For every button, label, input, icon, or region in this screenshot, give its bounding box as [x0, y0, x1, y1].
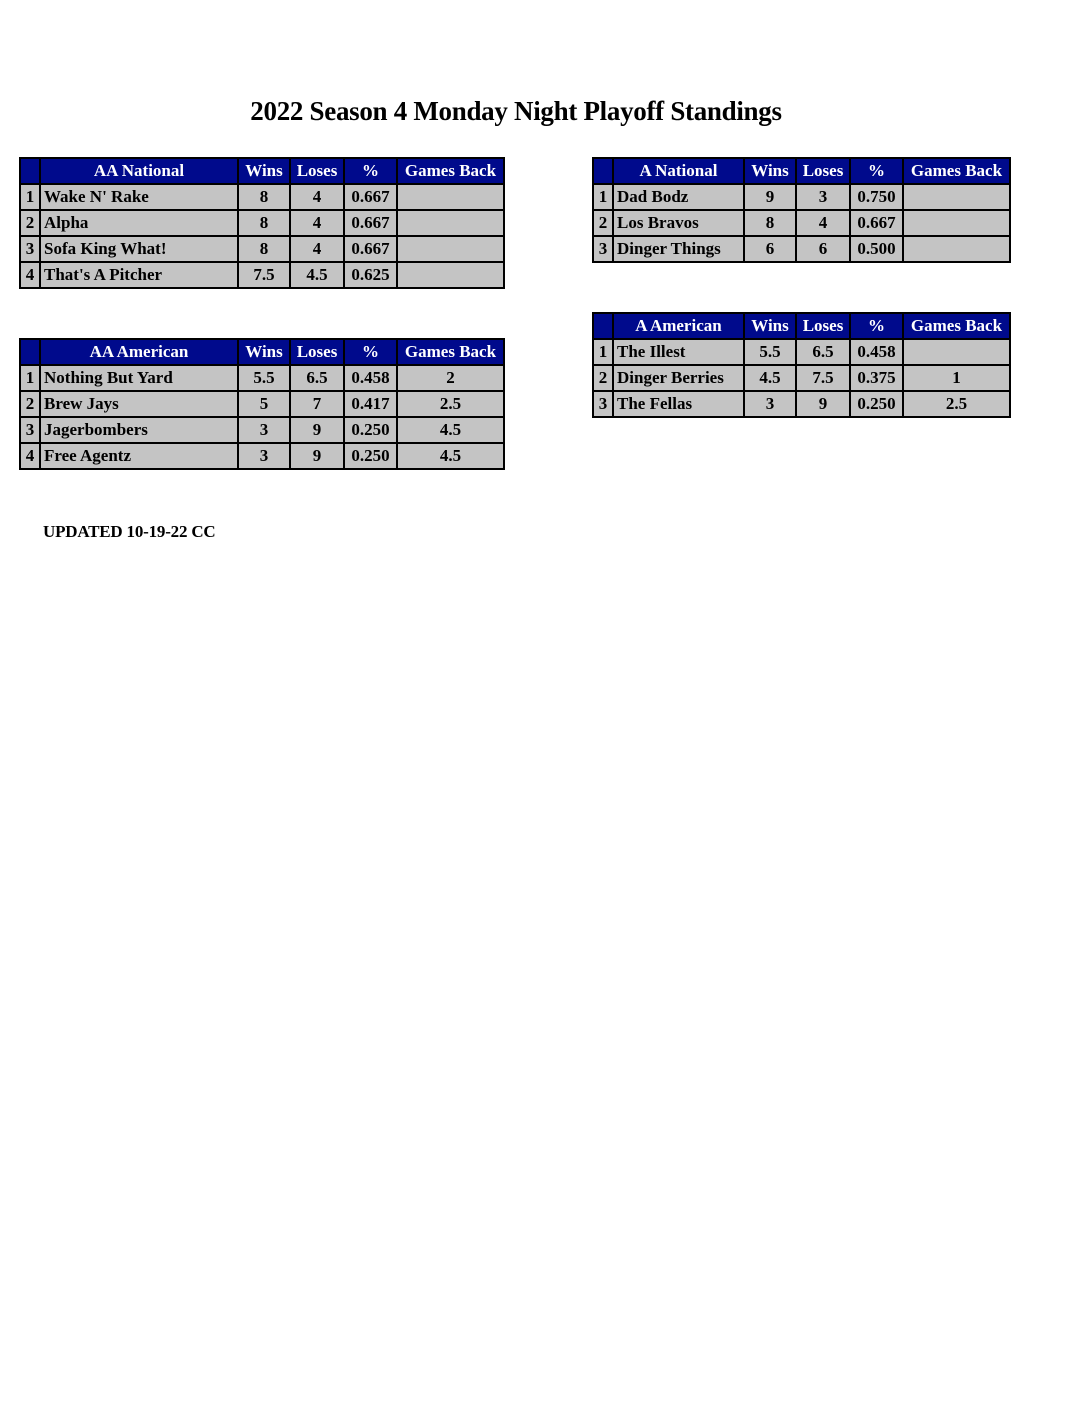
pct-cell: 0.458: [850, 339, 903, 365]
team-name-cell: Sofa King What!: [40, 236, 238, 262]
rank-cell: 4: [20, 443, 40, 469]
pct-header: %: [850, 158, 903, 184]
wins-header: Wins: [238, 339, 290, 365]
loses-cell: 9: [796, 391, 850, 417]
table-header-row: [593, 158, 1010, 184]
team-name-cell: Dinger Berries: [613, 365, 744, 391]
pct-cell: 0.250: [344, 417, 397, 443]
wins-header: Wins: [744, 313, 796, 339]
pct-cell: 0.375: [850, 365, 903, 391]
loses-cell: 4: [796, 210, 850, 236]
wins-cell: 8: [238, 184, 290, 210]
aa-national-table: [19, 157, 505, 289]
rank-cell: 4: [20, 262, 40, 288]
wins-cell: 3: [238, 443, 290, 469]
division-name: A American: [613, 313, 744, 339]
pct-cell: 0.750: [850, 184, 903, 210]
rank-cell: 1: [20, 184, 40, 210]
loses-header: Loses: [290, 158, 344, 184]
loses-cell: 7.5: [796, 365, 850, 391]
rank-cell: 2: [20, 391, 40, 417]
division-name: AA National: [40, 158, 238, 184]
team-name-cell: Wake N' Rake: [40, 184, 238, 210]
wins-cell: 7.5: [238, 262, 290, 288]
wins-cell: 8: [238, 236, 290, 262]
team-name-cell: Dad Bodz: [613, 184, 744, 210]
table-row: [20, 210, 504, 236]
loses-cell: 4: [290, 236, 344, 262]
rank-cell: 3: [593, 391, 613, 417]
team-name-cell: Free Agentz: [40, 443, 238, 469]
team-name-cell: The Fellas: [613, 391, 744, 417]
rank-cell: 2: [593, 365, 613, 391]
pct-cell: 0.417: [344, 391, 397, 417]
loses-cell: 3: [796, 184, 850, 210]
loses-header: Loses: [290, 339, 344, 365]
games-back-cell: [397, 210, 504, 236]
loses-cell: 9: [290, 443, 344, 469]
rank-cell: 1: [593, 339, 613, 365]
page-title: 2022 Season 4 Monday Night Playoff Standings: [250, 96, 782, 126]
wins-cell: 5.5: [744, 339, 796, 365]
loses-cell: 4: [290, 210, 344, 236]
team-name-cell: Alpha: [40, 210, 238, 236]
wins-cell: 3: [744, 391, 796, 417]
wins-cell: 8: [744, 210, 796, 236]
table-row: [20, 417, 504, 443]
games-back-cell: 2.5: [903, 391, 1010, 417]
table-row: [20, 365, 504, 391]
games-back-cell: 4.5: [397, 443, 504, 469]
games-back-cell: [397, 184, 504, 210]
table-row: [593, 210, 1010, 236]
loses-header: Loses: [796, 313, 850, 339]
team-name-cell: That's A Pitcher: [40, 262, 238, 288]
pct-cell: 0.250: [344, 443, 397, 469]
games-back-cell: [397, 262, 504, 288]
team-name-cell: Nothing But Yard: [40, 365, 238, 391]
rank-header: [20, 158, 40, 184]
wins-cell: 8: [238, 210, 290, 236]
games-back-cell: [903, 210, 1010, 236]
games-back-cell: [903, 184, 1010, 210]
loses-cell: 9: [290, 417, 344, 443]
games-back-cell: [903, 339, 1010, 365]
table-row: [593, 339, 1010, 365]
games-back-header: Games Back: [397, 158, 504, 184]
wins-cell: 9: [744, 184, 796, 210]
a-national-table: [592, 157, 1011, 263]
team-name-cell: Los Bravos: [613, 210, 744, 236]
table-row: [593, 391, 1010, 417]
table-row: [20, 262, 504, 288]
wins-header: Wins: [238, 158, 290, 184]
aa-american-table: [19, 338, 505, 470]
pct-cell: 0.667: [850, 210, 903, 236]
a-american-table: [592, 312, 1011, 418]
table-header-row: [593, 313, 1010, 339]
division-name: A National: [613, 158, 744, 184]
wins-cell: 6: [744, 236, 796, 262]
rank-cell: 1: [593, 184, 613, 210]
games-back-header: Games Back: [903, 313, 1010, 339]
team-name-cell: Dinger Things: [613, 236, 744, 262]
pct-cell: 0.667: [344, 184, 397, 210]
loses-cell: 6: [796, 236, 850, 262]
table-row: [593, 184, 1010, 210]
games-back-cell: 2: [397, 365, 504, 391]
team-name-cell: Jagerbombers: [40, 417, 238, 443]
loses-cell: 6.5: [796, 339, 850, 365]
rank-header: [593, 158, 613, 184]
table-row: [20, 391, 504, 417]
wins-cell: 5: [238, 391, 290, 417]
games-back-header: Games Back: [903, 158, 1010, 184]
loses-cell: 4: [290, 184, 344, 210]
wins-cell: 5.5: [238, 365, 290, 391]
pct-cell: 0.500: [850, 236, 903, 262]
games-back-cell: 1: [903, 365, 1010, 391]
loses-cell: 4.5: [290, 262, 344, 288]
team-name-cell: Brew Jays: [40, 391, 238, 417]
rank-header: [20, 339, 40, 365]
pct-cell: 0.250: [850, 391, 903, 417]
rank-cell: 3: [593, 236, 613, 262]
table-row: [20, 236, 504, 262]
games-back-cell: 4.5: [397, 417, 504, 443]
rank-cell: 3: [20, 236, 40, 262]
pct-header: %: [344, 339, 397, 365]
table-row: [593, 365, 1010, 391]
table-row: [20, 443, 504, 469]
rank-cell: 2: [20, 210, 40, 236]
pct-cell: 0.667: [344, 236, 397, 262]
games-back-header: Games Back: [397, 339, 504, 365]
pct-cell: 0.458: [344, 365, 397, 391]
rank-header: [593, 313, 613, 339]
team-name-cell: The Illest: [613, 339, 744, 365]
rank-cell: 2: [593, 210, 613, 236]
pct-cell: 0.625: [344, 262, 397, 288]
pct-header: %: [850, 313, 903, 339]
wins-header: Wins: [744, 158, 796, 184]
wins-cell: 4.5: [744, 365, 796, 391]
games-back-cell: 2.5: [397, 391, 504, 417]
games-back-cell: [397, 236, 504, 262]
table-row: [20, 184, 504, 210]
rank-cell: 3: [20, 417, 40, 443]
games-back-cell: [903, 236, 1010, 262]
table-header-row: [20, 158, 504, 184]
table-header-row: [20, 339, 504, 365]
table-row: [593, 236, 1010, 262]
division-name: AA American: [40, 339, 238, 365]
loses-cell: 6.5: [290, 365, 344, 391]
rank-cell: 1: [20, 365, 40, 391]
loses-header: Loses: [796, 158, 850, 184]
loses-cell: 7: [290, 391, 344, 417]
wins-cell: 3: [238, 417, 290, 443]
updated-note: UPDATED 10-19-22 CC: [43, 522, 216, 541]
pct-cell: 0.667: [344, 210, 397, 236]
pct-header: %: [344, 158, 397, 184]
